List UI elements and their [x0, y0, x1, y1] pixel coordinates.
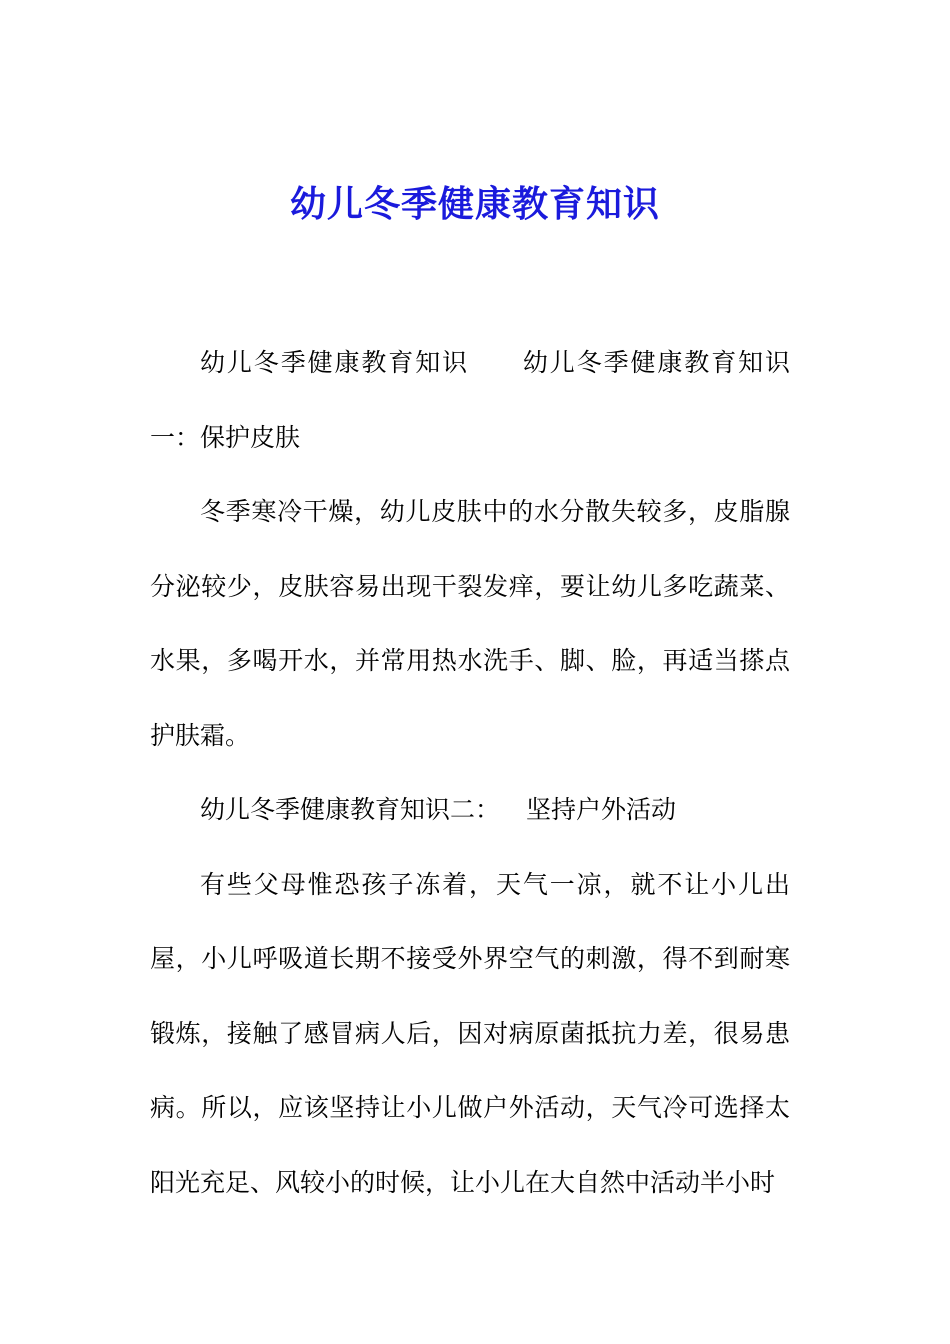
- document-body: [150, 326, 790, 1220]
- paragraph-skin-care: 冬季寒冷干燥，幼儿皮肤中的水分散失较多，皮脂腺分泌较少，皮肤容易出现干裂发痒，要让幼儿多吃蔬菜、水果，多喝开水，并常用热水洗手、脚、脸，再适当搽点护肤霜。: [150, 497, 790, 750]
- paragraph-intro: [150, 326, 790, 475]
- section-two-label: 幼儿冬季健康教育知识二：: [200, 795, 501, 824]
- paragraph-outdoor-activity: 有些父母惟恐孩子冻着，天气一凉，就不让小儿出屋，小儿呼吸道长期不接受外界空气的刺激，得不到耐寒锻炼，接触了感冒病人后，因对病原菌抵抗力差，很易患病。所以，应该坚持让小儿做户外活动，天气冷可选择太阳光充足、风较小的时候，让小儿在大自然中活动半小时: [150, 869, 790, 1197]
- document-title: 幼儿冬季健康教育知识: [289, 183, 660, 225]
- section-two-topic: 坚持户外活动: [526, 795, 677, 824]
- section-one-heading: 幼儿冬季健康教育知识一：保护皮肤: [150, 348, 790, 452]
- paragraph-section-two-heading: [150, 773, 790, 848]
- intro-heading: 幼儿冬季健康教育知识: [200, 348, 469, 377]
